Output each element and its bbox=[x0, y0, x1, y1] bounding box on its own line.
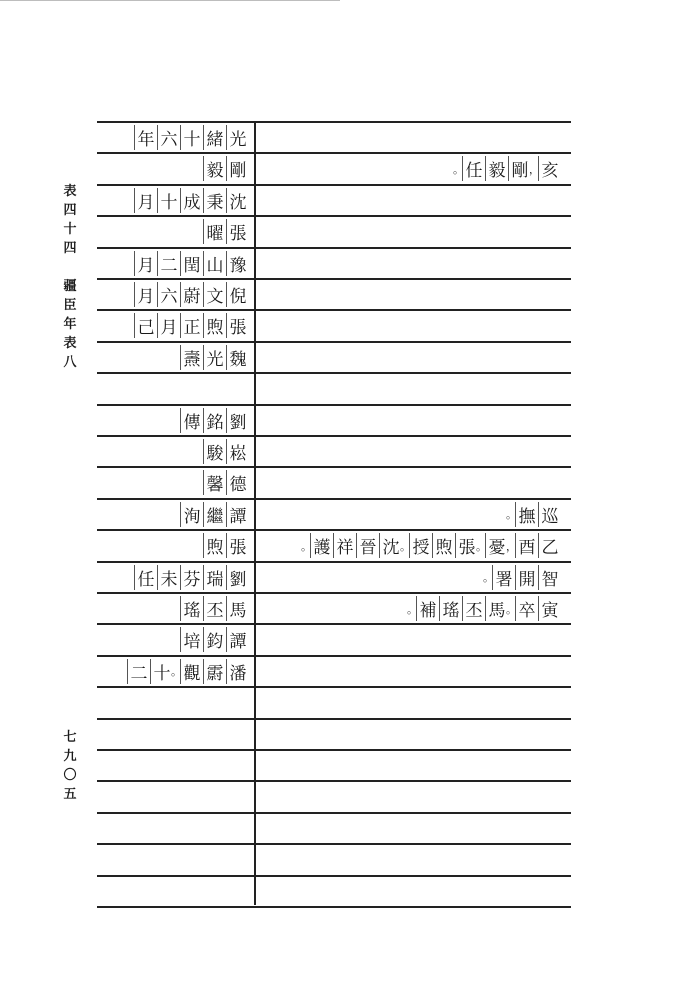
margin-title-char: 八 bbox=[63, 355, 77, 370]
event-note-cell bbox=[267, 499, 561, 530]
event-note-cell bbox=[267, 719, 561, 750]
glyph: 德 bbox=[226, 470, 249, 495]
glyph: 光 bbox=[226, 125, 249, 150]
glyph: 任 bbox=[134, 565, 157, 590]
margin-title-char: 四 bbox=[63, 203, 77, 218]
glyph: 緒 bbox=[203, 125, 226, 150]
event-note-cell bbox=[267, 624, 561, 655]
glyph: ， bbox=[506, 539, 517, 553]
glyph: 憂 bbox=[485, 533, 508, 558]
glyph: 張 bbox=[226, 313, 249, 338]
glyph: 傳 bbox=[180, 408, 203, 433]
glyph: 二 bbox=[127, 659, 150, 684]
glyph: 山 bbox=[203, 251, 226, 276]
official-name-cell bbox=[97, 593, 249, 624]
glyph: 。 bbox=[453, 162, 464, 176]
official-name-cell bbox=[97, 405, 249, 436]
glyph: 月 bbox=[134, 282, 157, 307]
glyph: 銘 bbox=[203, 408, 226, 433]
glyph: 瑤 bbox=[180, 596, 203, 621]
glyph: 十 bbox=[157, 188, 180, 213]
glyph: 張 bbox=[226, 533, 249, 558]
glyph: 十 bbox=[150, 659, 173, 684]
glyph: 巡 bbox=[538, 502, 561, 527]
glyph: 六 bbox=[157, 282, 180, 307]
glyph: 劉 bbox=[226, 565, 249, 590]
glyph: 未 bbox=[157, 565, 180, 590]
glyph: 燾 bbox=[180, 345, 203, 370]
glyph: 正 bbox=[180, 313, 203, 338]
event-note-cell bbox=[267, 781, 561, 812]
glyph: 月 bbox=[157, 313, 180, 338]
event-note-cell bbox=[267, 342, 561, 373]
glyph: 繼 bbox=[203, 502, 226, 527]
glyph: 洵 bbox=[180, 502, 203, 527]
official-name-cell bbox=[97, 122, 249, 153]
glyph: 丕 bbox=[203, 596, 226, 621]
glyph: 署 bbox=[492, 565, 515, 590]
margin-title bbox=[62, 182, 78, 372]
glyph: 丕 bbox=[462, 596, 485, 621]
glyph: 馬 bbox=[485, 596, 508, 621]
official-name-cell bbox=[97, 373, 249, 404]
glyph: 文 bbox=[203, 282, 226, 307]
glyph: 六 bbox=[157, 125, 180, 150]
official-name-cell bbox=[97, 436, 249, 467]
glyph: 煦 bbox=[203, 533, 226, 558]
glyph: 開 bbox=[515, 565, 538, 590]
glyph: 卒 bbox=[515, 596, 538, 621]
glyph: 毅 bbox=[485, 156, 508, 181]
column-divider bbox=[254, 121, 256, 905]
event-note-cell bbox=[267, 248, 561, 279]
glyph: 潘 bbox=[226, 659, 249, 684]
glyph: ， bbox=[529, 162, 540, 176]
glyph: 寅 bbox=[538, 596, 561, 621]
official-name-cell bbox=[97, 562, 249, 593]
glyph: 鈞 bbox=[203, 627, 226, 652]
glyph: 瑞 bbox=[203, 565, 226, 590]
margin-title-char: 表 bbox=[63, 184, 77, 199]
event-note-cell bbox=[267, 530, 561, 561]
event-note-cell bbox=[267, 562, 561, 593]
glyph: 煦 bbox=[203, 313, 226, 338]
glyph: 譚 bbox=[226, 502, 249, 527]
official-name-cell bbox=[97, 153, 249, 184]
official-name-cell bbox=[97, 719, 249, 750]
chronology-table bbox=[97, 121, 571, 905]
glyph: 毅 bbox=[203, 156, 226, 181]
glyph: 崧 bbox=[226, 439, 249, 464]
event-note-cell bbox=[267, 750, 561, 781]
event-note-cell bbox=[267, 687, 561, 718]
official-name-cell bbox=[97, 279, 249, 310]
row-rule bbox=[97, 906, 571, 908]
event-note-cell bbox=[267, 467, 561, 498]
page-number bbox=[62, 728, 78, 804]
glyph: 祥 bbox=[333, 533, 356, 558]
glyph: 閏 bbox=[180, 251, 203, 276]
glyph: 成 bbox=[180, 188, 203, 213]
glyph: 授 bbox=[409, 533, 432, 558]
official-name-cell bbox=[97, 876, 249, 907]
glyph: 乙 bbox=[538, 533, 561, 558]
official-name-cell bbox=[97, 248, 249, 279]
official-name-cell bbox=[97, 216, 249, 247]
glyph: 。 bbox=[171, 665, 182, 679]
event-note-cell bbox=[267, 656, 561, 687]
event-note-cell bbox=[267, 279, 561, 310]
glyph: 。 bbox=[407, 602, 418, 616]
official-name-cell bbox=[97, 467, 249, 498]
glyph: 任 bbox=[462, 156, 485, 181]
glyph: 年 bbox=[134, 125, 157, 150]
glyph: 張 bbox=[226, 219, 249, 244]
glyph: 亥 bbox=[538, 156, 561, 181]
glyph: 曜 bbox=[203, 219, 226, 244]
event-note-cell bbox=[267, 876, 561, 907]
event-note-cell bbox=[267, 593, 561, 624]
glyph: 譚 bbox=[226, 627, 249, 652]
official-name-cell bbox=[97, 530, 249, 561]
glyph: 智 bbox=[538, 565, 561, 590]
page-number-char: 九 bbox=[63, 749, 77, 764]
glyph: 沈 bbox=[226, 188, 249, 213]
margin-title-char: 疆 bbox=[63, 279, 77, 294]
page-number-char: 七 bbox=[63, 730, 77, 745]
event-note-cell bbox=[267, 844, 561, 875]
official-name-cell bbox=[97, 813, 249, 844]
glyph: 瑤 bbox=[439, 596, 462, 621]
glyph: 霨 bbox=[203, 659, 226, 684]
glyph: 。 bbox=[400, 539, 411, 553]
page-number-char: 五 bbox=[63, 787, 77, 802]
glyph: 駿 bbox=[203, 439, 226, 464]
glyph: 。 bbox=[301, 539, 312, 553]
glyph: 剛 bbox=[226, 156, 249, 181]
glyph: 觀 bbox=[180, 659, 203, 684]
glyph: 二 bbox=[157, 251, 180, 276]
event-note-cell bbox=[267, 310, 561, 341]
official-name-cell bbox=[97, 750, 249, 781]
glyph: 。 bbox=[483, 571, 494, 585]
event-note-cell bbox=[267, 813, 561, 844]
glyph: 培 bbox=[180, 627, 203, 652]
glyph: 馨 bbox=[203, 470, 226, 495]
event-note-cell bbox=[267, 153, 561, 184]
page-number-char: 〇 bbox=[63, 768, 77, 783]
margin-title-char bbox=[68, 258, 73, 277]
glyph: 煦 bbox=[432, 533, 455, 558]
official-name-cell bbox=[97, 687, 249, 718]
margin-title-char: 表 bbox=[63, 336, 77, 351]
glyph: 沈 bbox=[379, 533, 402, 558]
glyph: 酉 bbox=[515, 533, 538, 558]
official-name-cell bbox=[97, 656, 249, 687]
glyph: 補 bbox=[416, 596, 439, 621]
glyph: 撫 bbox=[515, 502, 538, 527]
margin-title-char: 臣 bbox=[63, 298, 77, 313]
glyph: 芬 bbox=[180, 565, 203, 590]
glyph: 晉 bbox=[356, 533, 379, 558]
glyph: 十 bbox=[180, 125, 203, 150]
glyph: 月 bbox=[134, 188, 157, 213]
glyph: 蔚 bbox=[180, 282, 203, 307]
glyph: 護 bbox=[310, 533, 333, 558]
event-note-cell bbox=[267, 436, 561, 467]
official-name-cell bbox=[97, 310, 249, 341]
top-rule bbox=[0, 0, 340, 1]
glyph: 月 bbox=[134, 251, 157, 276]
glyph: 劉 bbox=[226, 408, 249, 433]
event-note-cell bbox=[267, 185, 561, 216]
event-note-cell bbox=[267, 122, 561, 153]
glyph: 魏 bbox=[226, 345, 249, 370]
official-name-cell bbox=[97, 844, 249, 875]
glyph: 張 bbox=[455, 533, 478, 558]
official-name-cell bbox=[97, 499, 249, 530]
glyph: 秉 bbox=[203, 188, 226, 213]
glyph: 豫 bbox=[226, 251, 249, 276]
event-note-cell bbox=[267, 405, 561, 436]
glyph: 。 bbox=[476, 539, 487, 553]
official-name-cell bbox=[97, 624, 249, 655]
margin-title-char: 十 bbox=[63, 222, 77, 237]
glyph: 。 bbox=[506, 602, 517, 616]
glyph: 己 bbox=[134, 313, 157, 338]
margin-title-char: 四 bbox=[63, 241, 77, 256]
official-name-cell bbox=[97, 781, 249, 812]
glyph: 剛 bbox=[508, 156, 531, 181]
margin-title-char: 年 bbox=[63, 317, 77, 332]
official-name-cell bbox=[97, 342, 249, 373]
glyph: 光 bbox=[203, 345, 226, 370]
event-note-cell bbox=[267, 216, 561, 247]
event-note-cell bbox=[267, 373, 561, 404]
glyph: 馬 bbox=[226, 596, 249, 621]
glyph: 倪 bbox=[226, 282, 249, 307]
glyph: 。 bbox=[506, 508, 517, 522]
official-name-cell bbox=[97, 185, 249, 216]
